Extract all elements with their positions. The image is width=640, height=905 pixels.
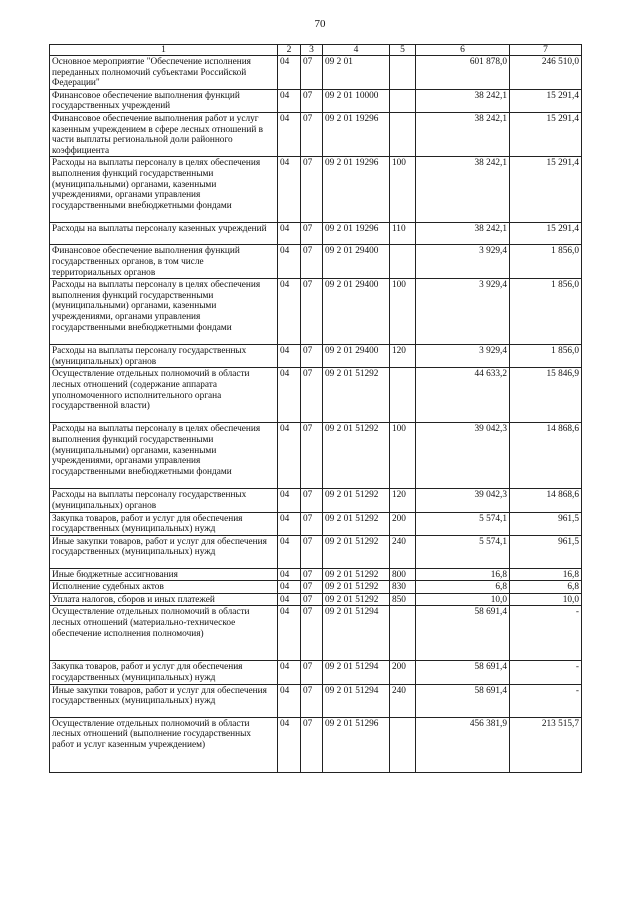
header-row (50, 45, 582, 56)
column-header: 7 (510, 45, 582, 56)
row-subsection-code: 07 (301, 112, 323, 156)
row-name: Основное мероприятие "Обеспечение исполнения переданных полномочий субъектами Российской Федерации" (50, 56, 278, 90)
table-row (50, 157, 582, 223)
row-subsection-code: 07 (301, 423, 323, 489)
row-target-article: 09 2 01 29400 (323, 279, 390, 345)
row-name: Иные закупки товаров, работ и услуг для обеспечения государственных (муниципальных) нужд (50, 535, 278, 568)
row-amount-col7: 1 856,0 (510, 345, 582, 368)
row-expense-type (390, 112, 416, 156)
row-expense-type (390, 56, 416, 90)
row-amount-col7: 16,8 (510, 568, 582, 581)
row-amount-col7: 15 291,4 (510, 157, 582, 223)
row-amount-col7: 15 291,4 (510, 112, 582, 156)
row-section-code: 04 (278, 245, 301, 279)
row-subsection-code: 07 (301, 661, 323, 684)
budget-table (49, 44, 582, 773)
row-name: Осуществление отдельных полномочий в области лесных отношений (материально-техническое обеспечение исполнения полномочия) (50, 606, 278, 661)
row-amount-col7: 961,5 (510, 535, 582, 568)
row-expense-type: 100 (390, 279, 416, 345)
row-section-code: 04 (278, 581, 301, 594)
column-header: 1 (50, 45, 278, 56)
row-amount-col6: 58 691,4 (416, 661, 510, 684)
table-row (50, 223, 582, 245)
row-name: Иные бюджетные ассигнования (50, 568, 278, 581)
row-expense-type: 830 (390, 581, 416, 594)
row-name: Расходы на выплаты персоналу в целях обеспечения выполнения функций государственными (муниципальными) органами, казенными учреждениями, органами управления государственными внебюджетными фондами (50, 157, 278, 223)
row-target-article: 09 2 01 51294 (323, 606, 390, 661)
row-expense-type: 800 (390, 568, 416, 581)
row-amount-col7: 15 291,4 (510, 89, 582, 112)
row-amount-col7: - (510, 661, 582, 684)
row-name: Исполнение судебных актов (50, 581, 278, 594)
row-amount-col6: 3 929,4 (416, 245, 510, 279)
row-expense-type: 850 (390, 593, 416, 606)
table-row (50, 112, 582, 156)
row-target-article: 09 2 01 51292 (323, 368, 390, 423)
table-row (50, 423, 582, 489)
row-subsection-code: 07 (301, 279, 323, 345)
row-subsection-code: 07 (301, 512, 323, 535)
row-amount-col6: 456 381,9 (416, 717, 510, 772)
row-name: Финансовое обеспечение выполнения работ и услуг казенным учреждением в сфере лесных отношений в части выплаты региональной доли районного коэффициента (50, 112, 278, 156)
row-section-code: 04 (278, 489, 301, 512)
table-row (50, 661, 582, 684)
table-row (50, 717, 582, 772)
row-subsection-code: 07 (301, 717, 323, 772)
row-subsection-code: 07 (301, 535, 323, 568)
row-name: Расходы на выплаты персоналу в целях обеспечения выполнения функций государственными (муниципальными) органами, казенными учреждениями, органами управления государственными внебюджетными фондами (50, 423, 278, 489)
row-subsection-code: 07 (301, 223, 323, 245)
row-expense-type: 120 (390, 345, 416, 368)
table-row (50, 368, 582, 423)
column-header: 2 (278, 45, 301, 56)
table-row (50, 89, 582, 112)
row-section-code: 04 (278, 279, 301, 345)
row-target-article: 09 2 01 51292 (323, 512, 390, 535)
table-row (50, 593, 582, 606)
row-amount-col6: 44 633,2 (416, 368, 510, 423)
row-target-article: 09 2 01 51292 (323, 535, 390, 568)
row-amount-col7: 961,5 (510, 512, 582, 535)
row-expense-type: 100 (390, 423, 416, 489)
row-section-code: 04 (278, 606, 301, 661)
row-subsection-code: 07 (301, 581, 323, 594)
row-amount-col6: 5 574,1 (416, 512, 510, 535)
row-subsection-code: 07 (301, 245, 323, 279)
row-section-code: 04 (278, 684, 301, 717)
row-amount-col6: 3 929,4 (416, 279, 510, 345)
row-amount-col7: 1 856,0 (510, 245, 582, 279)
row-amount-col6: 16,8 (416, 568, 510, 581)
row-expense-type: 100 (390, 157, 416, 223)
row-amount-col6: 38 242,1 (416, 223, 510, 245)
row-section-code: 04 (278, 157, 301, 223)
row-name: Осуществление отдельных полномочий в области лесных отношений (выполнение государственных работ и услуг казенным учреждением) (50, 717, 278, 772)
row-amount-col6: 5 574,1 (416, 535, 510, 568)
row-subsection-code: 07 (301, 606, 323, 661)
row-subsection-code: 07 (301, 684, 323, 717)
row-amount-col7: 10,0 (510, 593, 582, 606)
table-row (50, 245, 582, 279)
row-amount-col6: 58 691,4 (416, 606, 510, 661)
row-section-code: 04 (278, 512, 301, 535)
row-name: Финансовое обеспечение выполнения функций государственных учреждений (50, 89, 278, 112)
row-section-code: 04 (278, 568, 301, 581)
row-target-article: 09 2 01 29400 (323, 245, 390, 279)
row-target-article: 09 2 01 51292 (323, 489, 390, 512)
table-row (50, 606, 582, 661)
row-expense-type: 240 (390, 535, 416, 568)
row-amount-col6: 39 042,3 (416, 423, 510, 489)
row-amount-col6: 58 691,4 (416, 684, 510, 717)
row-name: Финансовое обеспечение выполнения функций государственных органов, в том числе территориальных органов (50, 245, 278, 279)
row-section-code: 04 (278, 89, 301, 112)
row-expense-type: 110 (390, 223, 416, 245)
row-target-article: 09 2 01 19296 (323, 112, 390, 156)
row-target-article: 09 2 01 51294 (323, 661, 390, 684)
row-target-article: 09 2 01 51292 (323, 568, 390, 581)
row-amount-col6: 38 242,1 (416, 89, 510, 112)
row-section-code: 04 (278, 535, 301, 568)
row-subsection-code: 07 (301, 89, 323, 112)
row-target-article: 09 2 01 51292 (323, 581, 390, 594)
row-amount-col7: 246 510,0 (510, 56, 582, 90)
table-row (50, 489, 582, 512)
table-row (50, 512, 582, 535)
row-subsection-code: 07 (301, 593, 323, 606)
table-row (50, 279, 582, 345)
row-target-article: 09 2 01 51292 (323, 423, 390, 489)
row-target-article: 09 2 01 10000 (323, 89, 390, 112)
row-amount-col6: 3 929,4 (416, 345, 510, 368)
row-amount-col7: 1 856,0 (510, 279, 582, 345)
row-subsection-code: 07 (301, 157, 323, 223)
row-amount-col6: 39 042,3 (416, 489, 510, 512)
row-target-article: 09 2 01 (323, 56, 390, 90)
row-subsection-code: 07 (301, 568, 323, 581)
row-amount-col7: 6,8 (510, 581, 582, 594)
row-amount-col7: 15 846,9 (510, 368, 582, 423)
row-target-article: 09 2 01 19296 (323, 223, 390, 245)
row-section-code: 04 (278, 423, 301, 489)
row-name: Закупка товаров, работ и услуг для обеспечения государственных (муниципальных) нужд (50, 661, 278, 684)
row-section-code: 04 (278, 661, 301, 684)
row-subsection-code: 07 (301, 56, 323, 90)
row-amount-col7: 213 515,7 (510, 717, 582, 772)
row-target-article: 09 2 01 51292 (323, 593, 390, 606)
row-name: Расходы на выплаты персоналу государственных (муниципальных) органов (50, 345, 278, 368)
row-target-article: 09 2 01 19296 (323, 157, 390, 223)
row-expense-type (390, 245, 416, 279)
row-section-code: 04 (278, 593, 301, 606)
row-expense-type: 240 (390, 684, 416, 717)
row-amount-col7: - (510, 606, 582, 661)
row-expense-type: 200 (390, 512, 416, 535)
table-row (50, 581, 582, 594)
row-name: Расходы на выплаты персоналу казенных учреждений (50, 223, 278, 245)
row-expense-type (390, 368, 416, 423)
column-header: 5 (390, 45, 416, 56)
table-row (50, 56, 582, 90)
row-name: Иные закупки товаров, работ и услуг для обеспечения государственных (муниципальных) нужд (50, 684, 278, 717)
row-section-code: 04 (278, 56, 301, 90)
row-section-code: 04 (278, 112, 301, 156)
row-amount-col6: 38 242,1 (416, 157, 510, 223)
row-amount-col6: 38 242,1 (416, 112, 510, 156)
row-amount-col7: - (510, 684, 582, 717)
row-target-article: 09 2 01 29400 (323, 345, 390, 368)
row-amount-col7: 14 868,6 (510, 489, 582, 512)
row-section-code: 04 (278, 717, 301, 772)
row-amount-col7: 14 868,6 (510, 423, 582, 489)
table-row (50, 535, 582, 568)
row-target-article: 09 2 01 51296 (323, 717, 390, 772)
row-name: Расходы на выплаты персоналу государственных (муниципальных) органов (50, 489, 278, 512)
column-header: 3 (301, 45, 323, 56)
row-amount-col6: 601 878,0 (416, 56, 510, 90)
row-expense-type (390, 89, 416, 112)
row-amount-col6: 10,0 (416, 593, 510, 606)
table-row (50, 345, 582, 368)
row-name: Закупка товаров, работ и услуг для обеспечения государственных (муниципальных) нужд (50, 512, 278, 535)
row-subsection-code: 07 (301, 368, 323, 423)
row-name: Осуществление отдельных полномочий в области лесных отношений (содержание аппарата уполномоченного исполнительного органа государственной власти) (50, 368, 278, 423)
row-amount-col6: 6,8 (416, 581, 510, 594)
column-header: 4 (323, 45, 390, 56)
row-subsection-code: 07 (301, 345, 323, 368)
row-section-code: 04 (278, 223, 301, 245)
page-number: 70 (314, 18, 326, 30)
row-name: Уплата налогов, сборов и иных платежей (50, 593, 278, 606)
table-row (50, 568, 582, 581)
row-expense-type (390, 606, 416, 661)
row-name: Расходы на выплаты персоналу в целях обеспечения выполнения функций государственными (муниципальными) органами, казенными учреждениями, органами управления государственными внебюджетными фондами (50, 279, 278, 345)
row-subsection-code: 07 (301, 489, 323, 512)
column-header: 6 (416, 45, 510, 56)
row-amount-col7: 15 291,4 (510, 223, 582, 245)
row-expense-type: 120 (390, 489, 416, 512)
row-section-code: 04 (278, 345, 301, 368)
row-expense-type (390, 717, 416, 772)
row-section-code: 04 (278, 368, 301, 423)
row-expense-type: 200 (390, 661, 416, 684)
table-row (50, 684, 582, 717)
row-target-article: 09 2 01 51294 (323, 684, 390, 717)
